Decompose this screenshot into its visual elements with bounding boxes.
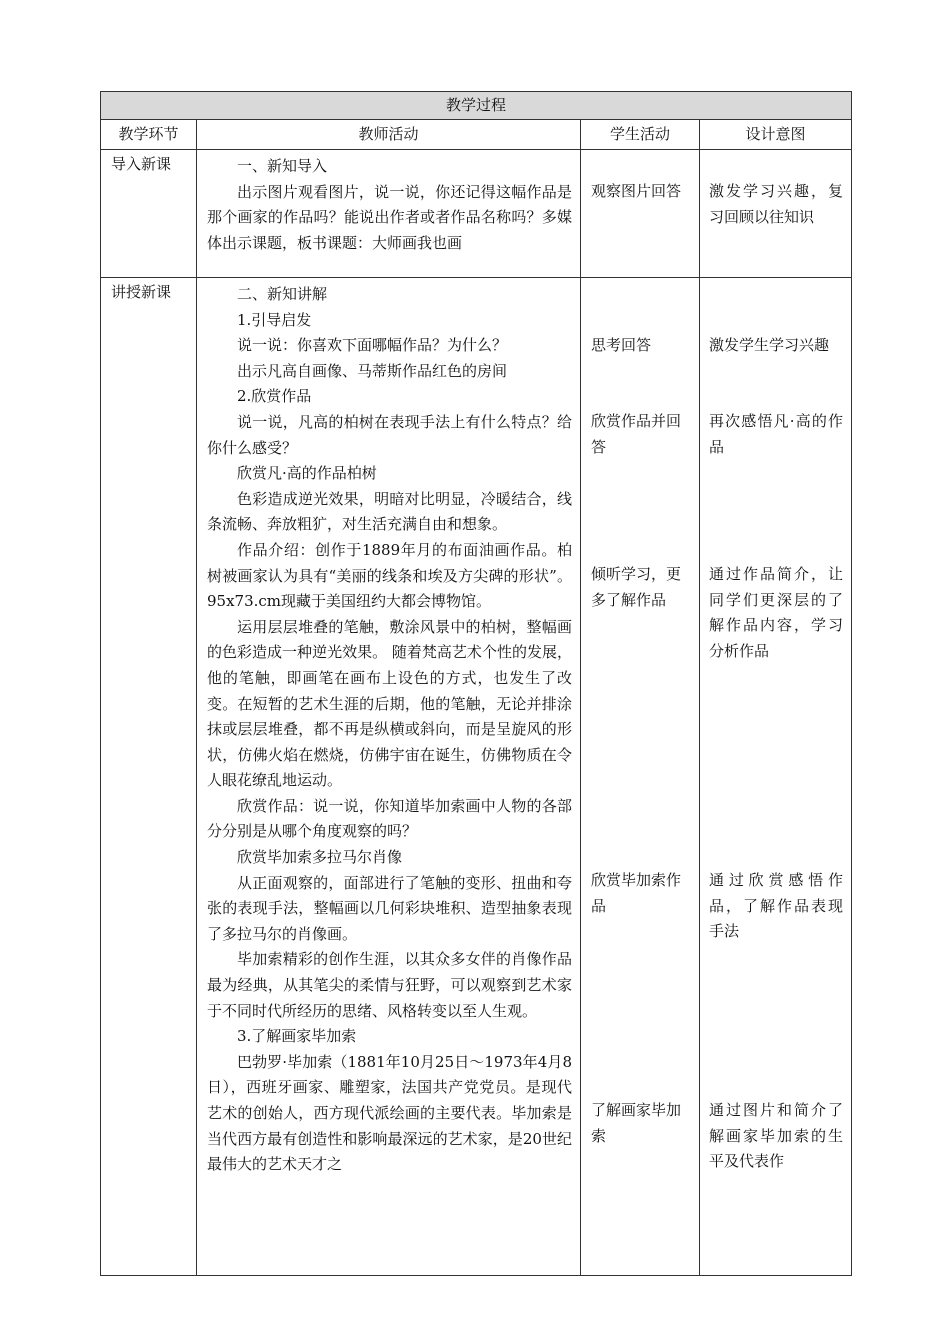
table-row	[101, 150, 852, 278]
design-intent: 激发学习兴趣，复习回顾以往知识	[709, 182, 844, 226]
section-label: 讲授新课	[101, 278, 197, 1276]
student-activity-cell	[581, 278, 700, 1276]
design-intent: 通过作品简介，让同学们更深层的了解作品内容，学习分析作品	[709, 565, 844, 660]
design-intent-cell	[700, 150, 852, 278]
student-activity: 欣赏作品并回答	[591, 412, 682, 456]
student-activity: 倾听学习，更多了解作品	[591, 565, 682, 609]
student-activity: 了解画家毕加索	[591, 1101, 682, 1145]
teacher-paragraph: 出示凡高自画像、马蒂斯作品红色的房间	[237, 361, 508, 380]
header-intent: 设计意图	[700, 120, 852, 150]
student-activity: 思考回答	[591, 336, 652, 354]
teacher-activity-cell	[197, 278, 581, 1276]
design-intent: 激发学生学习兴趣	[709, 336, 830, 354]
section-label: 导入新课	[101, 150, 197, 278]
design-intent-cell	[700, 278, 852, 1276]
student-activity-cell	[581, 150, 700, 278]
teacher-paragraph: 从正面观察的，面部进行了笔触的变形、扭曲和夸张的表现手法，整幅画以几何彩块堆积、造型抽象表现了多拉马尔的肖像画。	[207, 873, 572, 943]
teacher-paragraph: 运用层层堆叠的笔触，敷涂风景中的柏树，整幅画的色彩造成一种逆光效果。 随着梵高艺术个性的发展，他的笔触，即画笔在画布上设色的方式，也发生了改变。在短暂的艺术生涯的后期，他的笔触，无论并排涂抹或层层堆叠，都不再是纵横或斜向，而是呈旋风的形状，仿佛火焰在燃烧，仿佛宇宙在诞生，仿佛物质在令人眼花缭乱地运动。	[207, 617, 572, 790]
table-row	[101, 278, 852, 1276]
teacher-paragraph: 说一说：你喜欢下面哪幅作品？为什么？	[237, 336, 508, 355]
teacher-paragraph: 3.了解画家毕加索	[237, 1027, 357, 1046]
teacher-paragraph: 出示图片观看图片，说一说，你还记得这幅作品是那个画家的作品吗？能说出作者或者作品名称吗？多媒体出示课题，板书课题：大师画我也画	[207, 182, 572, 252]
student-activity: 欣赏毕加索作品	[591, 871, 682, 915]
lesson-process-table	[100, 91, 852, 1276]
teacher-paragraph: 毕加索精彩的创作生涯，以其众多女伴的肖像作品最为经典，从其笔尖的柔情与狂野，可以观察到艺术家于不同时代所经历的思绪、风格转变以至人生观。	[207, 950, 572, 1020]
teacher-paragraph: 说一说，凡高的柏树在表现手法上有什么特点？给你什么感受？	[207, 412, 572, 457]
teacher-paragraph: 二、新知讲解	[237, 285, 328, 303]
header-stage: 教学环节	[101, 120, 197, 150]
teacher-activity-cell	[197, 150, 581, 278]
teacher-paragraph: 欣赏毕加索多拉马尔肖像	[237, 848, 403, 867]
teacher-paragraph: 色彩造成逆光效果，明暗对比明显，冷暖结合，线条流畅、奔放粗犷，对生活充满自由和想象。	[207, 489, 572, 534]
table-title: 教学过程	[101, 92, 852, 120]
teacher-paragraph: 巴勃罗·毕加索（1881年10月25日～1973年4月8日），西班牙画家、雕塑家，法国共产党党员。是现代艺术的创始人，西方现代派绘画的主要代表。毕加索是当代西方最有创造性和影响最深远的艺术家，是20世纪最伟大的艺术天才之	[207, 1052, 572, 1174]
teacher-paragraph: 2.欣赏作品	[237, 387, 312, 406]
teacher-paragraph: 一、新知导入	[237, 157, 328, 175]
teacher-paragraph: 欣赏凡·高的作品柏树	[237, 464, 377, 483]
teacher-paragraph: 作品介绍：创作于1889年月的布面油画作品。柏树被画家认为具有“美丽的线条和埃及方尖碑的形状”。 95x73.cm现藏于美国纽约大都会博物馆。	[207, 540, 572, 611]
student-activity: 观察图片回答	[591, 182, 682, 200]
header-student: 学生活动	[581, 120, 700, 150]
header-row	[101, 120, 852, 150]
design-intent: 通过图片和简介了解画家毕加索的生平及代表作	[709, 1101, 844, 1171]
teacher-paragraph: 1.引导启发	[237, 310, 312, 329]
teacher-paragraph: 欣赏作品：说一说，你知道毕加索画中人物的各部分分别是从哪个角度观察的吗？	[207, 796, 572, 841]
design-intent: 再次感悟凡·高的作品	[709, 412, 844, 456]
table-title-row	[101, 92, 852, 120]
header-teacher: 教师活动	[197, 120, 581, 150]
design-intent: 通过欣赏感悟作品，了解作品表现手法	[709, 871, 844, 941]
